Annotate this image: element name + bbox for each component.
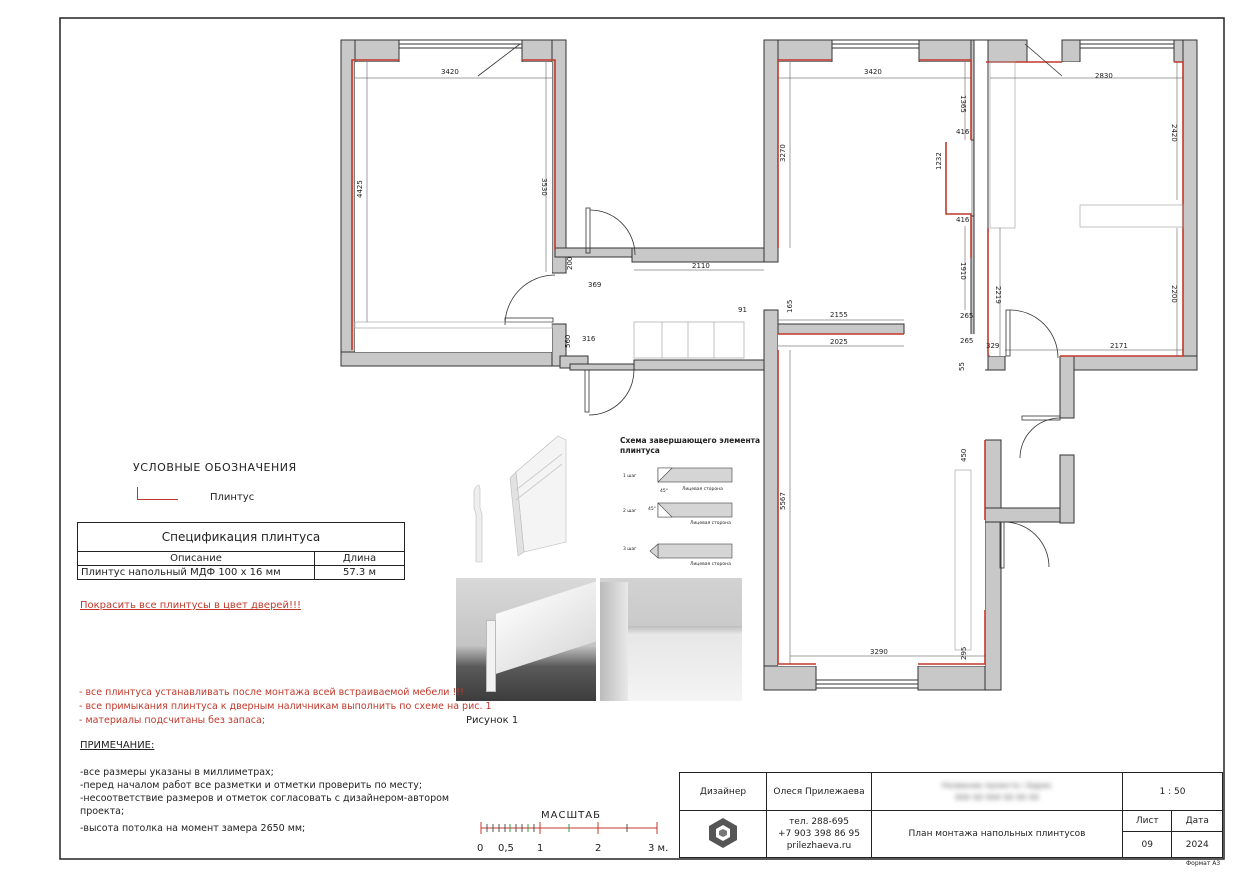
note: -несоответствие размеров и отметок согласовать с дизайнером-автором проекта; [80, 793, 450, 817]
dim-2110: 2110 [692, 262, 710, 270]
dim-2025: 2025 [830, 338, 848, 346]
dim-295: 295 [960, 646, 968, 660]
dim-416-top: 416 [956, 128, 970, 136]
sheet-number: 09 [1123, 832, 1172, 858]
title-block [679, 772, 1223, 858]
scale-label-3: 3 м. [648, 843, 669, 854]
sheet-label: Лист [1123, 811, 1172, 832]
red-note: - все примыкания плинтуса к дверным наличникам выполнить по схеме на рис. 1 [79, 701, 492, 712]
baseboard-profile-icon [474, 436, 566, 562]
designer-name: Олеся Прилежаева [767, 773, 872, 811]
spec-row-desc: Плинтус напольный МДФ 100 х 16 мм [78, 566, 315, 580]
site: prilezhaeva.ru [786, 841, 852, 851]
dim-416-bottom: 416 [956, 216, 970, 224]
phone-2: +7 903 398 86 95 [778, 829, 860, 839]
dim-200: 200 [566, 256, 574, 270]
red-note: - все плинтуса устанавливать после монтажа всей встраиваемой мебели !!! [79, 687, 464, 698]
dim-2420: 2420 [1170, 124, 1178, 142]
spec-col-len: Длина [315, 552, 405, 566]
company-info [872, 773, 1123, 811]
dim-329: 329 [986, 342, 1000, 350]
dim-3420-mid: 3420 [864, 68, 882, 76]
red-notes [79, 686, 492, 728]
dim-3420-left: 3420 [441, 68, 459, 76]
dim-4425: 4425 [356, 180, 364, 198]
schema-step-1: 1 шаг [623, 474, 637, 479]
company-blur-2: 000 00 000 00 00 00 [955, 792, 1039, 802]
company-blur-1: Название проекта / Адрес [941, 780, 1053, 790]
date-label: Дата [1172, 811, 1223, 832]
notes-title: ПРИМЕЧАНИЕ: [80, 740, 155, 751]
legend-baseboard-swatch [137, 487, 178, 500]
dim-3290: 3290 [870, 648, 888, 656]
schema-angle-1: 45° [660, 489, 668, 494]
spec-col-desc: Описание [78, 552, 315, 566]
scale-bar [481, 822, 657, 834]
schema-face-2: Лицевая сторона [690, 521, 731, 526]
scale-label-2: 2 [595, 843, 602, 854]
schema-title-1: Схема завершающего элемента [620, 436, 761, 445]
dim-369: 369 [588, 281, 602, 289]
dim-1910: 1910 [959, 262, 967, 280]
dim-316: 316 [582, 335, 596, 343]
dim-450: 450 [960, 448, 968, 462]
dim-265-b: 265 [960, 337, 974, 345]
figure-caption: Рисунок 1 [466, 715, 519, 726]
dim-1365: 1365 [959, 95, 967, 113]
dim-265-a: 265 [960, 312, 974, 320]
scale-label-05: 0,5 [498, 843, 514, 854]
schema-step-2: 2 шаг [623, 509, 637, 514]
dim-3530: 3530 [540, 178, 548, 196]
schema-step-3: 3 шаг [623, 547, 637, 552]
schema-face-3: Лицевая сторона [690, 562, 731, 567]
photo-baseboard-corner [456, 578, 596, 701]
scale-labels [477, 843, 668, 854]
schema-face-1: Лицевая сторона [682, 487, 723, 492]
format-label: Формат А3 [1186, 860, 1221, 867]
phone-1: тел. 288-695 [789, 817, 849, 827]
note: -высота потолка на момент замера 2650 мм; [80, 823, 306, 834]
dim-2155: 2155 [830, 311, 848, 319]
dim-91: 91 [738, 306, 747, 314]
legend-title: УСЛОВНЫЕ ОБОЗНАЧЕНИЯ [133, 461, 297, 474]
red-note: - материалы подсчитаны без запаса; [79, 715, 266, 726]
scale-label-0: 0 [477, 843, 484, 854]
contacts [767, 811, 872, 858]
dim-2830: 2830 [1095, 72, 1113, 80]
dim-5567: 5567 [779, 492, 787, 510]
legend-baseboard-label: Плинтус [210, 492, 255, 503]
baseboard-end-schema [620, 436, 760, 567]
dim-55: 55 [958, 362, 966, 371]
scale-label-1: 1 [537, 843, 544, 854]
logo-icon [708, 817, 738, 849]
spec-caption: Спецификация плинтуса [78, 523, 405, 552]
dim-2219: 2219 [994, 286, 1002, 304]
scale-title: МАСШТАБ [541, 810, 601, 821]
sheet-title: План монтажа напольных плинтусов [872, 811, 1123, 858]
note: -все размеры указаны в миллиметрах; [80, 767, 274, 778]
dim-560: 560 [564, 334, 572, 348]
spec-row-len: 57.3 м [315, 566, 405, 580]
photo-baseboard-wall [600, 578, 742, 701]
schema-title-2: плинтуса [620, 446, 660, 455]
notes [80, 766, 460, 835]
dim-165: 165 [786, 299, 794, 313]
designer-label: Дизайнер [680, 773, 767, 811]
dim-2200: 2200 [1170, 285, 1178, 303]
dim-3270: 3270 [779, 144, 787, 162]
year: 2024 [1172, 832, 1223, 858]
paint-note: Покрасить все плинтусы в цвет дверей!!! [80, 600, 301, 611]
note: -перед началом работ все разметки и отметки проверить по месту; [80, 780, 423, 791]
dim-1232: 1232 [935, 152, 943, 170]
scale-value: 1 : 50 [1123, 773, 1223, 811]
schema-angle-2: 45° [648, 507, 656, 512]
dim-2171: 2171 [1110, 342, 1128, 350]
logo-cell [680, 811, 767, 858]
spec-table [77, 522, 405, 580]
